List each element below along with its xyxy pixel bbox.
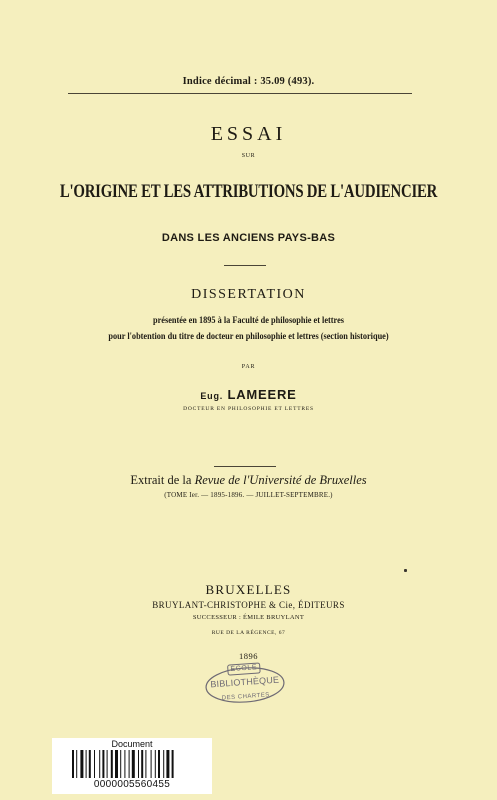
stamp-line-1: ÉCOLE <box>230 664 258 673</box>
imprint-city: BRUXELLES <box>205 582 292 597</box>
author-prefix: Eug. <box>200 391 224 401</box>
stamp-line-3: DES CHARTES <box>221 692 271 702</box>
barcode-label <box>52 738 212 794</box>
barcode-heading: Document <box>111 739 153 749</box>
dissertation-line-1: présentée en 1895 à la Faculté de philosophie et lettres <box>153 315 344 325</box>
imprint-successor: SUCCESSEUR : ÉMILE BRUYLANT <box>192 614 305 621</box>
extract-lead: Extrait de la <box>130 473 192 487</box>
stamp-line-2: BIBLIOTHÈQUE <box>210 674 280 690</box>
dissertation-line-2: pour l'obtention du titre de docteur en philosophie et lettres (section historique) <box>108 331 389 341</box>
title-essai: ESSAI <box>210 123 287 145</box>
imprint-publisher: BRUYLANT-CHRISTOPHE & Cie, ÉDITEURS <box>152 600 345 610</box>
decimal-index: Indice décimal : 35.09 (493). <box>182 76 315 87</box>
author-surname: LAMEERE <box>227 387 297 402</box>
journal-title: Revue de l'Université de Bruxelles <box>194 473 367 487</box>
barcode-number: 0000005560455 <box>93 779 171 790</box>
imprint-year: 1896 <box>239 651 258 661</box>
barcode-icon <box>72 750 192 778</box>
divider-rule <box>214 466 276 467</box>
subtitle: DANS LES ANCIENS PAYS-BAS <box>161 232 336 244</box>
title-sur: SUR <box>241 153 256 159</box>
top-rule <box>68 93 412 94</box>
library-stamp <box>202 660 289 710</box>
by-label: PAR <box>241 364 256 370</box>
main-title: L'ORIGINE ET LES ATTRIBUTIONS DE L'AUDIENCIER <box>59 181 438 202</box>
divider-rule <box>224 265 266 266</box>
dissertation-heading: DISSERTATION <box>191 287 306 302</box>
author-name <box>0 387 497 402</box>
author-degree: DOCTEUR EN PHILOSOPHIE ET LETTRES <box>183 406 314 412</box>
imprint-address: RUE DE LA RÉGENCE, 67 <box>211 630 286 636</box>
extract-details: (TOME Ier. — 1895-1896. — JUILLET-SEPTEMBRE.) <box>164 491 333 499</box>
paper-speck <box>404 569 407 572</box>
extract-line <box>0 473 497 488</box>
